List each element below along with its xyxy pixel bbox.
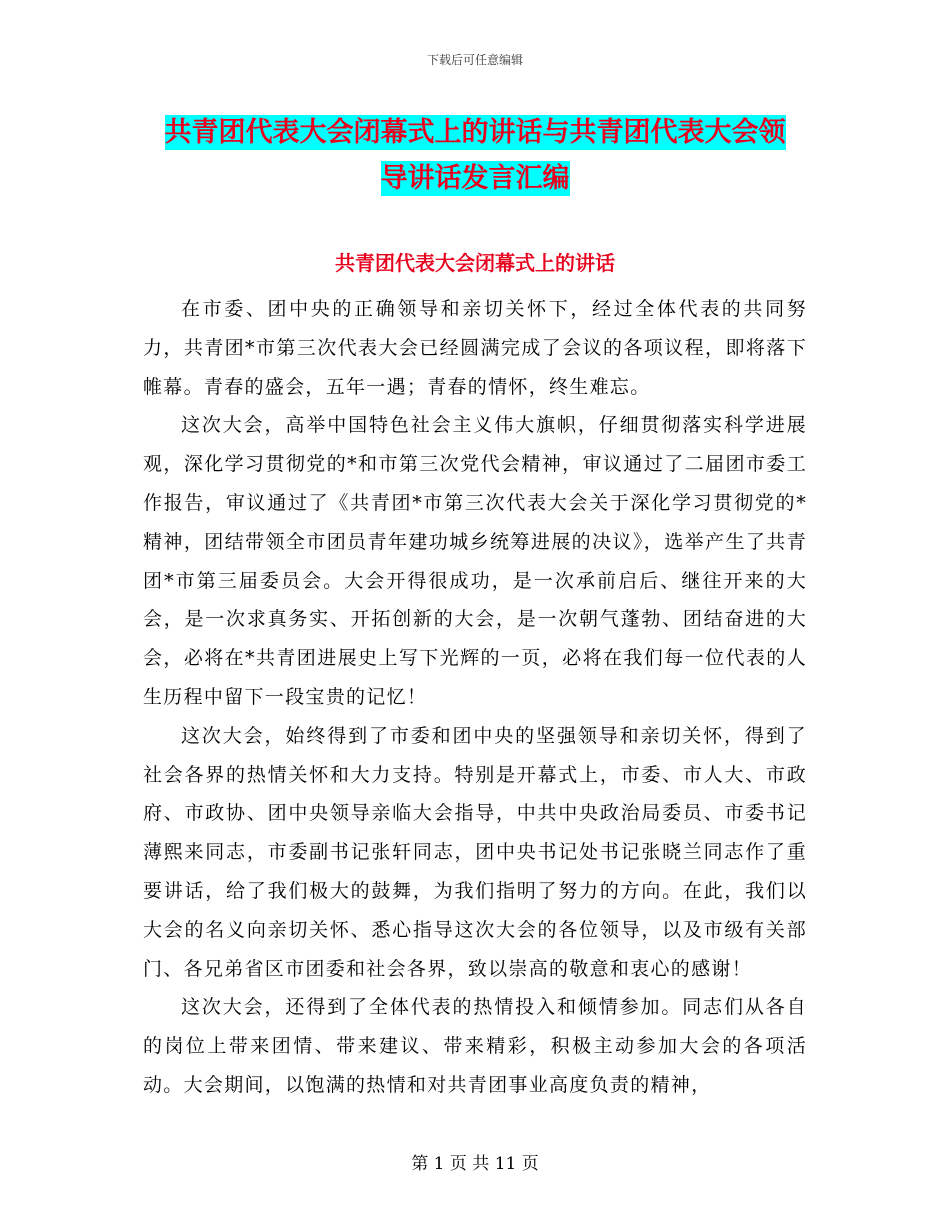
title-line-1: 共青团代表大会闭幕式上的讲话与共青团代表大会领 — [164, 117, 786, 148]
section-title: 共青团代表大会闭幕式上的讲话 — [335, 251, 615, 275]
paragraph: 这次大会，还得到了全体代表的热情投入和倾情参加。同志们从各自的岗位上带来团情、带来建议、带来精彩，积极主动参加大会的各项活动。大会期间，以饱满的热情和对共青团事业高度负责的精神， — [143, 996, 807, 1096]
header-note: 下载后可任意编辑 — [426, 53, 523, 67]
paragraph: 在市委、团中央的正确领导和亲切关怀下，经过全体代表的共同努力，共青团*市第三次代表大会已经圆满完成了会议的各项议程，即将落下帷幕。青春的盛会，五年一遇；青春的情怀，终生难忘。 — [143, 298, 807, 398]
page-footer: 第 1 页 共 11 页 — [411, 1154, 539, 1174]
document-title — [150, 110, 800, 202]
paragraph: 这次大会，高举中国特色社会主义伟大旗帜，仔细贯彻落实科学进展观，深化学习贯彻党的*和市第三次党代会精神，审议通过了二届团市委工作报告，审议通过了《共青团*市第三次代表大会关于深化学习贯彻党的*精神，团结带领全市团员青年建功城乡统筹进展的决议》，选举产生了共青团*市第三届委员会。大会开得很成功，是一次承前启后、继往开来的大会，是一次求真务实、开拓创新的大会，是一次朝气蓬勃、团结奋进的大会，必将在*共青团进展史上写下光辉的一页，必将在我们每一位代表的人生历程中留下一段宝贵的记忆！ — [143, 414, 807, 708]
title-line-2: 导讲话发言汇编 — [380, 163, 570, 194]
document-body — [143, 290, 807, 1105]
paragraph: 这次大会，始终得到了市委和团中央的坚强领导和亲切关怀，得到了社会各界的热情关怀和大力支持。特别是开幕式上，市委、市人大、市政府、市政协、团中央领导亲临大会指导，中共中央政治局委员、市委书记薄熙来同志，市委副书记张轩同志，团中央书记处书记张晓兰同志作了重要讲话，给了我们极大的鼓舞，为我们指明了努力的方向。在此，我们以大会的名义向亲切关怀、悉心指导这次大会的各位领导，以及市级有关部门、各兄弟省区市团委和社会各界，致以崇高的敬意和衷心的感谢！ — [143, 724, 807, 980]
